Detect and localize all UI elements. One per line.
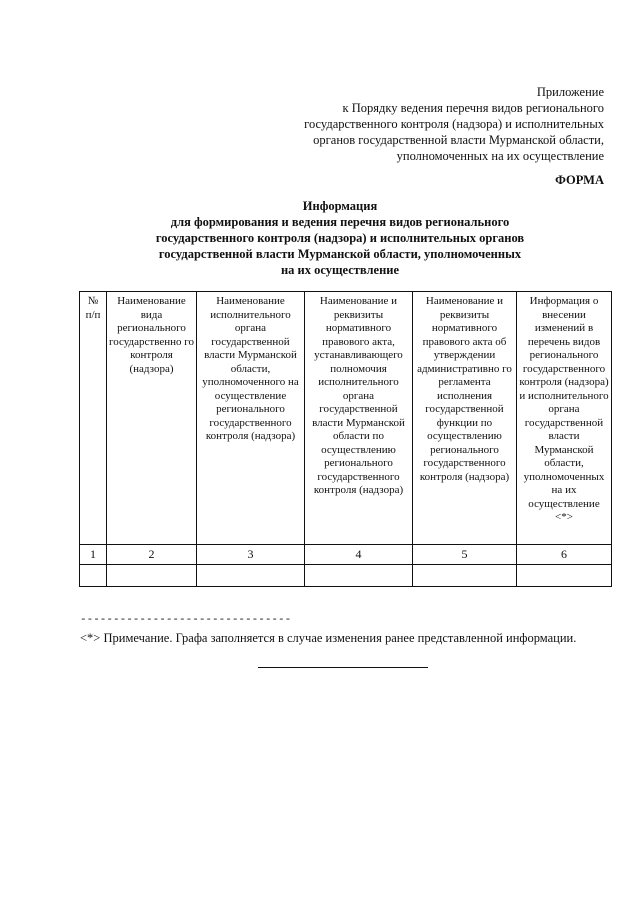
appendix-line: к Порядку ведения перечня видов регионального (342, 101, 604, 115)
column-header-changes-info: Информация о внесении изменений в перечень видов регионального государственного контроля (надзора) и исполнительного органа государственной власти Мурманской области, уполномоченных на их осуществление <*> (517, 292, 612, 545)
table-header-row (80, 292, 612, 545)
table-cell (80, 565, 107, 587)
table-cell (107, 565, 197, 587)
table-cell (197, 565, 305, 587)
footnote-text: <*> Примечание. Графа заполняется в случае изменения ранее представленной информации. (80, 631, 577, 645)
table-row (80, 565, 612, 587)
column-number: 3 (197, 545, 305, 565)
table-cell (413, 565, 517, 587)
title-line: на их осуществление (280, 263, 400, 277)
appendix-block (244, 84, 604, 164)
column-header-number: № п/п (80, 292, 107, 545)
title-line: Информация (302, 199, 378, 213)
footnote-separator: -------------------------------- (80, 614, 292, 626)
document-title (120, 198, 560, 278)
end-divider (258, 667, 428, 668)
column-header-control-type: Наименование вида регионального государственно го контроля (надзора) (107, 292, 197, 545)
table-cell (517, 565, 612, 587)
table-cell (305, 565, 413, 587)
appendix-line: государственного контроля (надзора) и исполнительных (304, 117, 604, 131)
column-header-regulation-act: Наименование и реквизиты нормативного правового акта об утверждении административно го регламента исполнения государственной функции по осуществлению регионального государственного контроля (надзора) (413, 292, 517, 545)
column-number: 6 (517, 545, 612, 565)
column-number: 5 (413, 545, 517, 565)
appendix-line: уполномоченных на их осуществление (396, 149, 604, 163)
column-header-legal-act: Наименование и реквизиты нормативного правового акта, устанавливающего полномочия исполнительного органа государственной власти Мурманской области по осуществлению регионального государственного контроля (надзора) (305, 292, 413, 545)
column-number: 2 (107, 545, 197, 565)
form-label: ФОРМА (555, 173, 604, 187)
info-table (79, 291, 612, 587)
column-number-row (80, 545, 612, 565)
column-number: 4 (305, 545, 413, 565)
title-line: государственной власти Мурманской области, уполномоченных (158, 247, 522, 261)
appendix-line: Приложение (536, 85, 604, 99)
appendix-line: органов государственной власти Мурманской области, (313, 133, 604, 147)
column-header-authority: Наименование исполнительного органа государственной власти Мурманской области, уполномоченного на осуществление регионального государственного контроля (надзора) (197, 292, 305, 545)
title-line: для формирования и ведения перечня видов регионального (170, 215, 510, 229)
column-number: 1 (80, 545, 107, 565)
title-line: государственного контроля (надзора) и исполнительных органов (155, 231, 525, 245)
